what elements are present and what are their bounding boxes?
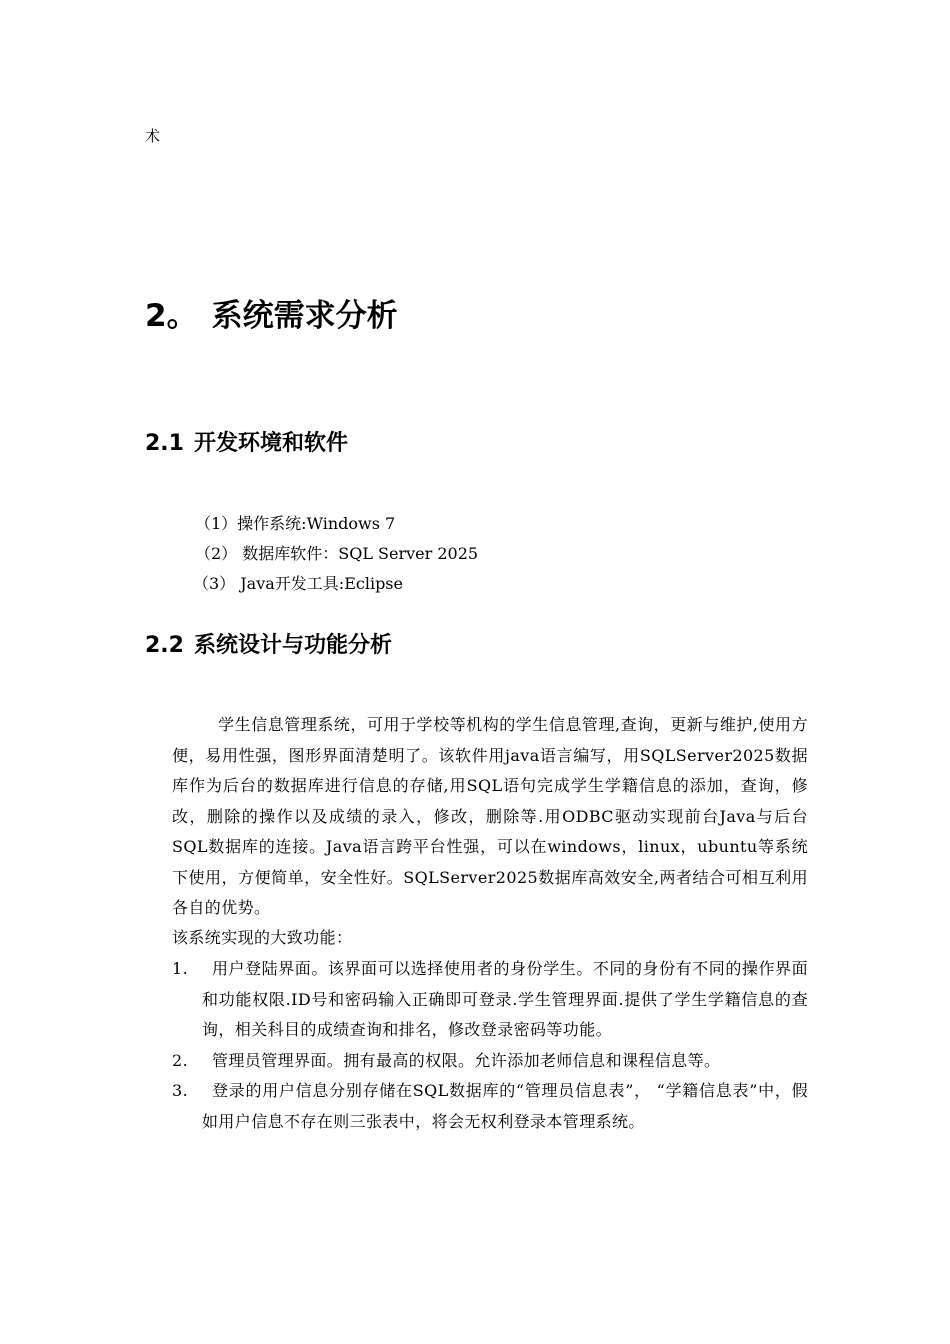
list-item: （3） Java开发工具:Eclipse <box>193 574 403 593</box>
section-heading-design <box>145 630 392 662</box>
chapter-number: 2。 <box>145 298 198 334</box>
list-item: （1）操作系统:Windows 7 <box>195 514 396 533</box>
list-number: 2. <box>172 1050 189 1070</box>
section-title: 系统设计与功能分析 <box>193 633 392 658</box>
section-number: 2.2 <box>145 633 184 658</box>
function-list <box>172 954 808 1137</box>
list-item <box>172 1046 808 1077</box>
list-text: 用户登陆界面。该界面可以选择使用者的身份学生。不同的身份有不同的操作界面和功能权限.ID号和密码输入正确即可登录.学生管理界面.提供了学生学籍信息的查询，相关科目的成绩查询和排名，修改登录密码等功能。 <box>202 959 808 1039</box>
list-item <box>172 1076 808 1137</box>
page-fragment-text: 术 <box>145 127 161 145</box>
list-number: 3. <box>172 1081 189 1100</box>
paragraph-text: 学生信息管理系统，可用于学校等机构的学生信息管理,查询，更新与维护,使用方便，易用性强，图形界面清楚明了。该软件用java语言编写，用SQLServer2025数据库作为后台的数据库进行信息的存储,用SQL语句完成学生学籍信息的添加，查询，修改，删除的操作以及成绩的录入，修改，删除等.用ODBC驱动实现前台Java与后台SQL数据库的连接。Java语言跨平台性强，可以在windows，linux，ubuntu等系统下使用，方便简单，安全性好。SQLServer2025数据库高效安全,两者结合可相互利用各自的优势。 <box>172 715 808 917</box>
list-item <box>172 954 808 1046</box>
functions-intro: 该系统实现的大致功能： <box>172 928 353 947</box>
chapter-heading <box>145 292 398 340</box>
section-title: 开发环境和软件 <box>193 431 348 456</box>
list-number: 1. <box>172 959 189 978</box>
chapter-title: 系统需求分析 <box>211 298 398 334</box>
list-item: （2） 数据库软件：SQL Server 2025 <box>195 544 479 563</box>
list-text: 登录的用户信息分别存储在SQL数据库的“管理员信息表”， “学籍信息表”中，假如用户信息不存在则三张表中，将会无权利登录本管理系统。 <box>202 1081 808 1131</box>
section-heading-env <box>145 428 348 460</box>
list-text: 管理员管理界面。拥有最高的权限。允许添加老师信息和课程信息等。 <box>212 1050 721 1070</box>
environment-list <box>195 511 478 601</box>
section-number: 2.1 <box>145 431 184 456</box>
body-paragraph <box>172 710 808 924</box>
